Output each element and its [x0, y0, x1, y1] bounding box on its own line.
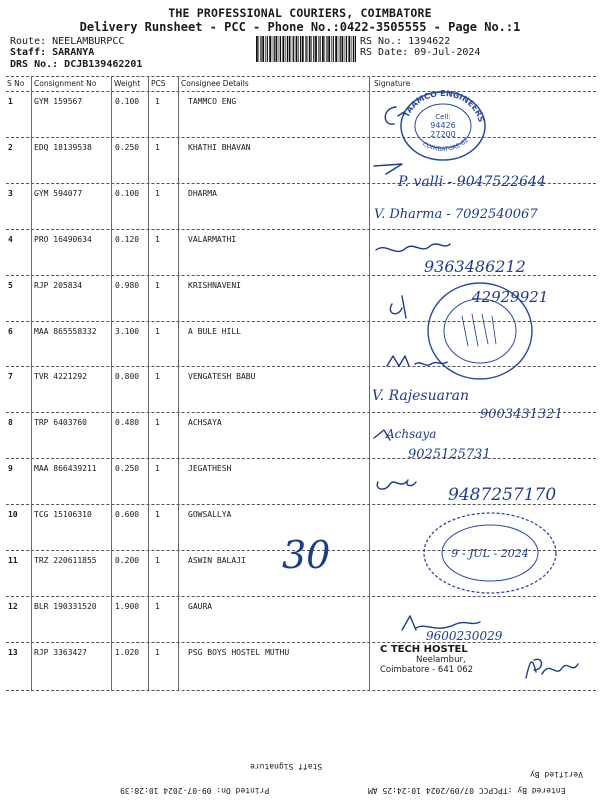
- barcode-bar: [276, 36, 278, 62]
- row-sno: 5: [8, 280, 13, 290]
- row-sno: 4: [8, 234, 13, 244]
- row-weight: 0.100: [115, 97, 140, 106]
- stamp-cell-number-2: 27200: [430, 130, 456, 139]
- barcode-image: [256, 36, 356, 62]
- col-divider: [31, 76, 32, 690]
- col-divider: [178, 76, 179, 690]
- barcode-bar: [318, 36, 319, 62]
- row-sno: 9: [8, 464, 13, 474]
- row-weight: 0.200: [115, 556, 140, 565]
- barcode-bar: [346, 36, 347, 62]
- row-consignee: A BULE HILL: [188, 326, 241, 336]
- barcode-bar: [298, 36, 299, 62]
- row6-signature: [385, 350, 455, 372]
- row-pcs: 1: [155, 234, 160, 244]
- barcode-bar: [279, 36, 280, 62]
- row2-signature: [372, 160, 587, 196]
- row-consignment-no: EDQ 18139538: [34, 142, 92, 152]
- col-divider: [148, 76, 149, 690]
- row-consignee: GOWSALLYA: [188, 510, 232, 520]
- row13-signature: [520, 648, 590, 688]
- svg-text:9025125731: 9025125731: [408, 447, 491, 462]
- row-pcs: 1: [155, 188, 160, 198]
- barcode-bar: [269, 36, 271, 62]
- row-sno: 6: [8, 326, 13, 336]
- barcode-bar: [311, 36, 312, 62]
- barcode-bar: [325, 36, 326, 62]
- entered-by-label: Entered By :TPCPCC 07/09/2024 10:24:25 AM: [368, 786, 566, 795]
- row-consignee: GAURA: [188, 601, 213, 611]
- barcode-bar: [292, 36, 293, 62]
- barcode-bar: [328, 36, 330, 62]
- row-sno: 12: [8, 601, 18, 611]
- svg-text:42929921: 42929921: [472, 288, 549, 306]
- row-consignment-no: TVR 4221292: [34, 372, 87, 382]
- rs-date: RS Date: 09-Jul-2024: [360, 47, 481, 58]
- svg-text:9363486212: 9363486212: [424, 257, 526, 276]
- row-consignment-no: MAA 866439211: [34, 464, 97, 474]
- row-pcs: 1: [155, 556, 160, 565]
- row8-signature: [372, 424, 572, 468]
- barcode-bar: [293, 36, 294, 62]
- row-consignment-no: PRO 16490634: [34, 234, 92, 244]
- svg-text:9003431321: 9003431321: [480, 407, 563, 422]
- row-weight: 1.020: [115, 647, 140, 657]
- svg-text:COIMBATORE-62: [421, 137, 470, 153]
- stamp-cell-number-1: 94426: [430, 121, 456, 130]
- row-consignee: JEGATHESH: [188, 464, 232, 474]
- barcode-bar: [348, 36, 350, 62]
- institute-date-stamp: [420, 508, 560, 598]
- barcode-bar: [313, 36, 314, 62]
- row-consignment-no: RJP 3363427: [34, 647, 87, 657]
- row-weight: 0.120: [115, 234, 140, 244]
- stamp-cell-label: Cell:: [435, 113, 451, 121]
- row-consignee: PSG BOYS HOSTEL MUTHU: [188, 647, 290, 657]
- row-consignment-no: MAA 865558332: [34, 326, 97, 336]
- row5-signature: [372, 284, 592, 324]
- col-divider: [369, 76, 370, 690]
- barcode-bar: [340, 36, 341, 62]
- barcode-bar: [322, 36, 324, 62]
- col-header-consignment: Consignment No: [34, 79, 97, 88]
- barcode-bar: [260, 36, 261, 62]
- col-header-consignee: Consignee Details: [181, 79, 249, 88]
- row-weight: 0.480: [115, 418, 140, 428]
- barcode-bar: [300, 36, 301, 62]
- row-weight: 0.250: [115, 464, 140, 474]
- row-consignment-no: RJP 205834: [34, 280, 83, 290]
- svg-text:9487257170: 9487257170: [448, 485, 557, 505]
- barcode-bar: [274, 36, 275, 62]
- header-bottom-rule: [6, 91, 596, 92]
- barcode-bar: [267, 36, 268, 62]
- row-pcs: 1: [155, 510, 160, 520]
- row-consignment-no: TRZ 220611855: [34, 556, 97, 565]
- row7-signature: [372, 384, 592, 424]
- barcode-bar: [331, 36, 332, 62]
- barcode-bar: [309, 36, 311, 62]
- row-divider: [6, 229, 596, 230]
- barcode-bar: [333, 36, 334, 62]
- row-divider: [6, 137, 596, 138]
- svg-text:V. Rajesuaran: V. Rajesuaran: [372, 388, 470, 404]
- barcode-bar: [302, 36, 304, 62]
- row-consignee: ASWIN BALAJI: [188, 556, 246, 565]
- row-consignee: TAMMCO ENG: [188, 97, 237, 106]
- barcode-bar: [285, 36, 286, 62]
- row9-signature: [372, 468, 587, 508]
- row-sno: 13: [8, 647, 18, 657]
- stamp-ring-text: TAAMCO ENGINEERS: [401, 89, 486, 124]
- col-header-signature: Signature: [374, 79, 411, 88]
- date-stamp-text: 9 - JUL - 2024: [451, 547, 529, 560]
- col-divider: [111, 76, 112, 690]
- drs-number: DRS No.: DCJB139462201: [10, 59, 143, 70]
- row10-mark: [280, 528, 360, 578]
- barcode-bar: [320, 36, 321, 62]
- row-weight: 0.100: [115, 188, 140, 198]
- barcode-bar: [351, 36, 352, 62]
- company-title: THE PROFESSIONAL COURIERS, COIMBATORE: [168, 6, 432, 20]
- printed-on-label: Printed On: 09-07-2024 10:28:39: [120, 786, 270, 795]
- row-pcs: 1: [155, 97, 160, 106]
- row-consignment-no: GYM 159567: [34, 97, 83, 106]
- row-weight: 0.250: [115, 142, 140, 152]
- hostel-stamp-title: C TECH HOSTEL: [380, 644, 468, 655]
- row-consignment-no: TCG 15106310: [34, 510, 92, 520]
- barcode-bar: [315, 36, 317, 62]
- stamp-ring-subtext: COIMBATORE-62: [421, 137, 470, 153]
- row-pcs: 1: [155, 647, 160, 657]
- barcode-bar: [342, 36, 344, 62]
- row-pcs: 1: [155, 326, 160, 336]
- barcode-bar: [296, 36, 298, 62]
- verified-by-label: Verified By: [530, 770, 583, 779]
- barcode-bar: [287, 36, 288, 62]
- row-sno: 2: [8, 142, 13, 152]
- row-pcs: 1: [155, 418, 160, 428]
- barcode-bar: [345, 36, 346, 62]
- tammco-company-stamp: [395, 86, 491, 162]
- svg-text:V. Dharma - 7092540067: V. Dharma - 7092540067: [374, 207, 538, 222]
- barcode-bar: [326, 36, 327, 62]
- row-pcs: 1: [155, 601, 160, 611]
- row-consignee: VENGATESH BABU: [188, 372, 256, 382]
- rs-number: RS No.: 1394622: [360, 36, 451, 47]
- col-header-weight: Weight: [114, 79, 141, 88]
- row1-signature: [378, 102, 408, 132]
- row-consignee: KRISHNAVENI: [188, 280, 241, 290]
- row3-signature: [372, 198, 587, 228]
- svg-text:Achsaya: Achsaya: [386, 427, 437, 441]
- barcode-bar: [259, 36, 260, 62]
- row-consignment-no: GYM 594077: [34, 188, 83, 198]
- row12-signature: [372, 600, 572, 644]
- barcode-bar: [355, 36, 356, 62]
- svg-text:30: 30: [282, 533, 331, 577]
- barcode-bar: [289, 36, 291, 62]
- table-bottom-rule: [6, 690, 596, 691]
- row-pcs: 1: [155, 280, 160, 290]
- barcode-bar: [305, 36, 306, 62]
- barcode-bar: [335, 36, 337, 62]
- row-sno: 10: [8, 510, 18, 520]
- row-consignee: DHARMA: [188, 188, 217, 198]
- barcode-bar: [262, 36, 264, 62]
- row-sno: 1: [8, 97, 13, 106]
- staff-signature-label: Staff Signature: [250, 762, 323, 771]
- row-weight: 0.800: [115, 372, 140, 382]
- row-consignment-no: BLR 190331520: [34, 601, 97, 611]
- hostel-stamp: [380, 644, 500, 675]
- col-header-sno: S No: [7, 79, 25, 88]
- barcode-bar: [272, 36, 273, 62]
- hostel-stamp-line2: Coimbatore - 641 062: [380, 665, 474, 675]
- svg-text:P. valli - 9047522644: P. valli - 9047522644: [398, 174, 546, 190]
- runsheet-subtitle: Delivery Runsheet - PCC - Phone No.:0422-3505555 - Page No.:1: [79, 20, 521, 34]
- row-pcs: 1: [155, 464, 160, 474]
- row-weight: 1.900: [115, 601, 140, 611]
- table-top-rule: [6, 76, 596, 77]
- barcode-bar: [353, 36, 354, 62]
- col-header-pcs: PCS: [151, 79, 166, 88]
- row-consignee: ACHSAYA: [188, 418, 222, 428]
- row-weight: 0.980: [115, 280, 140, 290]
- row-sno: 7: [8, 372, 13, 382]
- barcode-bar: [338, 36, 339, 62]
- row-sno: 3: [8, 188, 13, 198]
- barcode-bar: [265, 36, 266, 62]
- staff-label: Staff: SARANYA: [10, 47, 95, 58]
- row-consignee: VALARMATHI: [188, 234, 237, 244]
- barcode-bar: [280, 36, 281, 62]
- row-pcs: 1: [155, 142, 160, 152]
- route-label: Route: NEELAMBURPCC: [10, 36, 125, 47]
- barcode-bar: [282, 36, 284, 62]
- row4-signature: [372, 236, 587, 278]
- hostel-stamp-line1: Neelambur,: [416, 655, 466, 665]
- barcode-bar: [306, 36, 307, 62]
- row-sno: 8: [8, 418, 13, 428]
- barcode-bar: [256, 36, 258, 62]
- row-weight: 0.600: [115, 510, 140, 520]
- row-consignee: KHATHI BHAVAN: [188, 142, 251, 152]
- svg-text:9600230029: 9600230029: [426, 629, 503, 643]
- row-consignment-no: TRP 6403760: [34, 418, 87, 428]
- row-weight: 3.100: [115, 326, 140, 336]
- row-pcs: 1: [155, 372, 160, 382]
- row-sno: 11: [8, 556, 18, 565]
